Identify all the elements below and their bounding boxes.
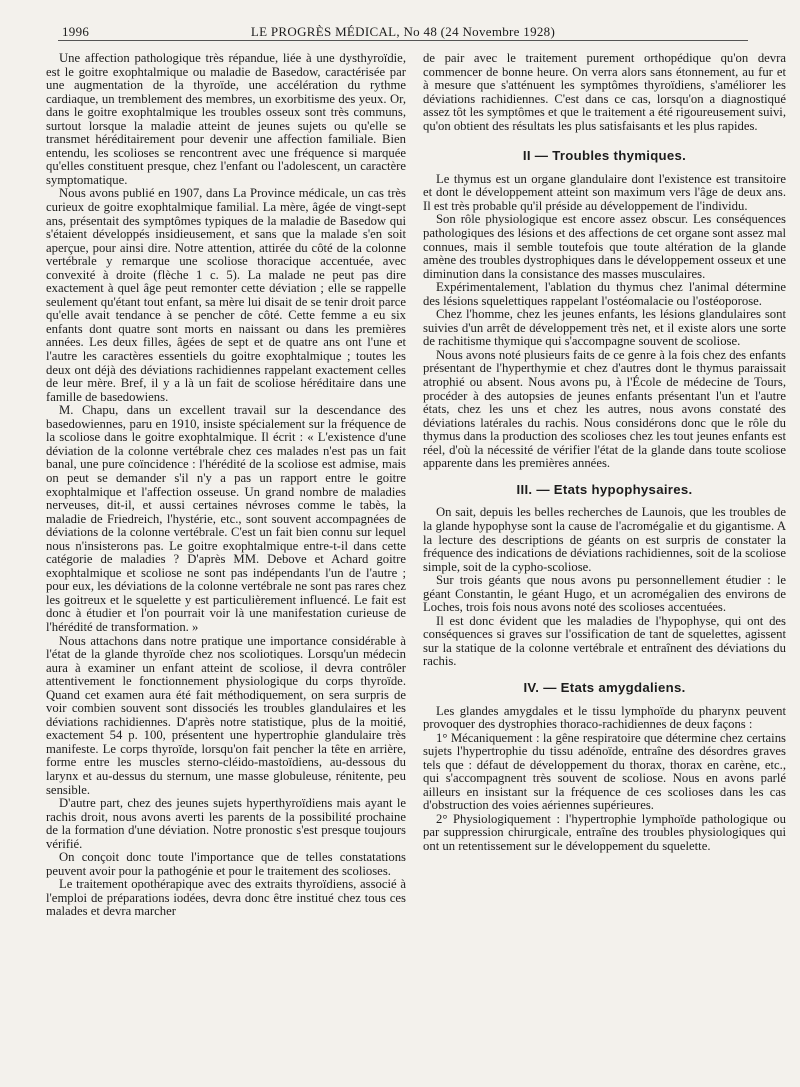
paragraph: Nous avons noté plusieurs faits de ce genre à la fois chez des enfants présentant de l'hyperthymie et chez d'autres dont le thymus paraissait atrophié ou absent. Nous avons pu, à l'École de médecine de Tours, procéder à des autopsies de jeunes enfants présentant l'un et l'autre états, chez les uns et chez les autres, nous avons constaté des déviations latérales du rachis. Nous considérons donc que le rôle du thymus dans la production des scolioses chez les tout jeunes enfants est réel, d'où la nécessité de vérifier l'état de la glande dans toute scoliose apparente dans les premières années. bbox=[423, 347, 786, 471]
journal-title: LE PROGRÈS MÉDICAL, No 48 (24 Novembre 1928) bbox=[250, 24, 556, 39]
paragraph: 1° Mécaniquement : la gêne respiratoire que détermine chez certains sujets l'hypertrophie du tissu adénoïde, entraîne des désordres graves tels que : défaut de développement du thorax, thorax en carène, etc., qui s'accompagnent très souvent de scoliose. Nous en avons parlé ailleurs en insistant sur la fréquence de ces scolioses dans les cas d'obstruction des voies aériennes supérieures. bbox=[423, 730, 786, 813]
paragraph: On sait, depuis les belles recherches de Launois, que les troubles de la glande hypophyse sont la cause de l'acromégalie et du gigantisme. A la lecture des descriptions de géants on est surpris de constater la fréquence des indications de déviations rachidiennes, soit de la scoliose simple, soit de la cypho-scoliose. bbox=[423, 505, 786, 574]
paragraph: Le traitement opothérapique avec des extraits thyroïdiens, associé à l'emploi de préparations iodées, devra donc être institué chez tous ces malades et devra marcher bbox=[46, 877, 406, 919]
paragraph: Nous avons publié en 1907, dans La Province médicale, un cas très curieux de goitre exophtalmique familial. La mère, âgée de vingt-sept ans, présentait des symptômes typiques de la maladie de Basedow qui s'étaient développés insidieusement, et sans que la malade s'en soit aperçue, pour ainsi dire. Notre attention, attirée du côté de la colonne vertébrale y remarque une scoliose thoracique accentuée, avec convexité à droite (flèche 1 c. 5). La malade ne peut pas dire exactement à quel âge peut remonter cette déviation ; elle se rappelle seulement qu'étant tout enfant, sa mère lui disait de se tenir droit parce qu'elle avait tendance à se pencher de côté. Cette femme a eu six enfants dont quatre sont morts en naissant ou dans les premières années. Les deux filles, âgées de sept et de quatre ans ont l'une et l'autre les caractères essentiels du goitre exophtalmique ; toutes les deux ont déjà des déviations rachidiennes rappelant exactement celles de leur mère. Bref, il y a là un fait de scoliose héréditaire dans une famille de basedowiens. bbox=[46, 186, 406, 404]
paragraph: de pair avec le traitement purement orthopédique qu'on devra commencer de bonne heure. On verra alors sans étonnement, au fur et à mesure que s'atténuent les symptômes thyroïdiens, s'améliorer les déviations rachidiennes. C'est dans ce cas, lorsqu'on a diagnostiqué assez tôt les symptômes et que le traitement a été rigoureusement suivi, qu'on obtient des résultats les plus satisfaisants et les plus rapides. bbox=[423, 51, 786, 133]
paragraph: Il est donc évident que les maladies de l'hypophyse, qui ont des conséquences si graves sur l'ossification de tant de squelettes, agissent sur la statique de la colonne vertébrale et entraînent des déviations du rachis. bbox=[423, 613, 786, 669]
page-header bbox=[58, 20, 748, 41]
section-heading: III. — Etats hypophysaires. bbox=[516, 481, 693, 497]
paragraph: Expérimentalement, l'ablation du thymus chez l'animal détermine des lésions squelettiques rappelant l'ostéomalacie ou l'ostéoporose. bbox=[423, 280, 786, 308]
paragraph: Nous attachons dans notre pratique une importance considérable à l'état de la glande thyroïde chez nos scoliotiques. Lorsqu'un médecin aura à examiner un enfant atteint de scoliose, il devra contrôler attentivement le fonctionnement physiologique du corps thyroïde. Quand cet examen aura été fait méthodiquement, on sera surpris de voir combien souvent sont dissociés les troubles glandulaires et les déviations rachidiennes. D'après notre statistique, plus de la moitié, exactement 54 p. 100, présentent une hypertrophie glandulaire très manifeste. Le corps thyroïde, lorsqu'on fait pencher la tête en arrière, forme entre les muscles sterno-cléido-mastoïdiens, au-dessous du larynx et au-dessus du sternum, une masse globuleuse, rénitente, peu sensible. bbox=[46, 633, 406, 797]
paragraph: Une affection pathologique très répandue, liée à une dysthyroïdie, est le goitre exophtalmique ou maladie de Basedow, caractérisée par une augmentation de la thyroïde, une accélération du rythme cardiaque, un tremblement des membres, un exorbitisme des yeux. Or, dans le goitre exophtalmique les troubles osseux sont très communs, surtout lorsque la maladie atteint de jeunes sujets ou qu'elle se transmet héréditairement pour devenir une affection familiale. Bien entendu, les scolioses se rencontrent avec une fréquence si marquée qu'elles constituent presque, chez l'enfant ou l'adolescent, un caractère symptomatique. bbox=[46, 51, 406, 187]
paragraph: On conçoit donc toute l'importance que de telles constatations peuvent avoir pour la pathogénie et pour le traitement des scolioses. bbox=[46, 850, 406, 878]
paragraph: 2° Physiologiquement : l'hypertrophie lymphoïde pathologique ou par suppression chirurgicale, entraîne des troubles physiologiques qui ont un retentissement sur le développement du squelette. bbox=[423, 811, 786, 853]
right-column bbox=[423, 52, 786, 854]
paragraph: D'autre part, chez des jeunes sujets hyperthyroïdiens mais ayant le rachis droit, nous avons averti les parents de la possibilité prochaine de la formation d'une déviation. Notre pronostic s'est presque toujours vérifié. bbox=[46, 796, 406, 851]
section-heading: IV. — Etats amygdaliens. bbox=[523, 679, 686, 695]
section-heading: II — Troubles thymiques. bbox=[522, 148, 687, 164]
paragraph: Chez l'homme, chez les jeunes enfants, les lésions glandulaires sont suivies d'un arrêt de développement très net, et il existe alors une sorte de rachitisme thymique qui s'accompagne souvent de scoliose. bbox=[423, 307, 786, 349]
paragraph: Son rôle physiologique est encore assez obscur. Les conséquences pathologiques des lésions et des affections de cet organe sont assez mal connues, mais il semble toutefois que toute altération de la glande amène des troubles dystrophiques dans le développement osseux et une diminution dans la consistance des masses musculaires. bbox=[423, 212, 786, 281]
left-column bbox=[46, 52, 406, 919]
paragraph: Le thymus est un organe glandulaire dont l'existence est transitoire et dont le développement atteint son maximum vers l'âge de deux ans. Il est très probable qu'il préside au développement de l'individu. bbox=[423, 171, 786, 213]
paragraph: Les glandes amygdales et le tissu lymphoïde du pharynx peuvent provoquer des dystrophies thoraco-rachidiennes de deux façons : bbox=[423, 703, 786, 732]
page-number: 1996 bbox=[62, 24, 90, 39]
paragraph: Sur trois géants que nous avons pu personnellement étudier : le géant Constantin, le géant Hugo, et un acromégalien des environs de Loches, trois fois nous avons noté des scolioses accentuées. bbox=[423, 573, 786, 615]
paragraph: M. Chapu, dans un excellent travail sur la descendance des basedowiennes, paru en 1910, insiste spécialement sur la fréquence de la scoliose dans le goitre exophtalmique. Il écrit : « L'existence d'une déviation de la colonne vertébrale chez ces malades n'est pas un fait banal, une pure coïncidence : l'hérédité de la scoliose est admise, mais on peut se demander s'il n'y a pas un rapport entre le goitre exophtalmique et l'affection osseuse. Un grand nombre de maladies nerveuses, dit-il, et aussi certaines névroses comme le tabès, la maladie de Friedreich, l'hystérie, etc., sont souvent accompagnées de déviations de la colonne vertébrale. C'est un fait bien connu sur lequel nous n'insisterons pas. Le goitre exophtalmique entre-t-il dans cette catégorie de maladies ? D'après MM. Debove et Achard goitre exophtalmique et scoliose ne sont pas indépendants l'un de l'autre ; pour eux, les déviations de la colonne vertébrale ne sont pas rares chez les goitreux et le squelette y est particulièrement influencé. Le fait est donc à étudier et l'on pourrait voir là une manifestation curieuse de l'hérédité de transformation. » bbox=[46, 403, 406, 634]
